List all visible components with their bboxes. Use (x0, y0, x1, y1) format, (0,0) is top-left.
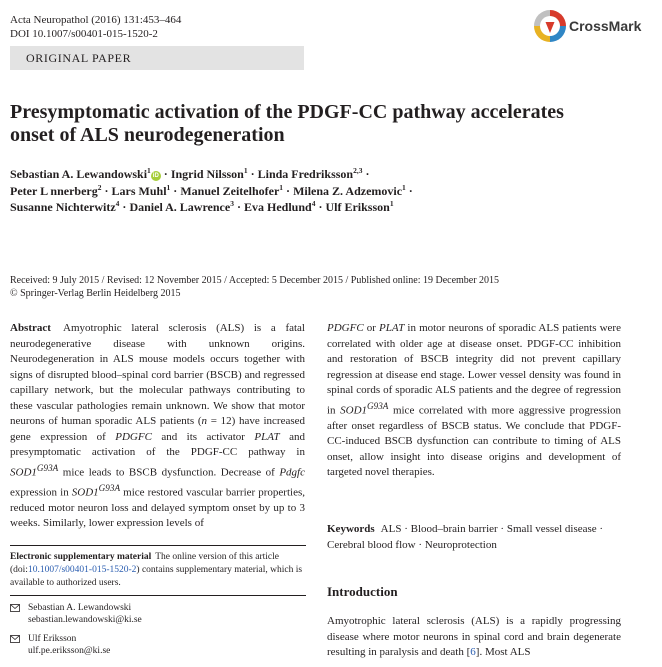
title-line-2: onset of ALS neurodegeneration (10, 124, 285, 146)
affiliation-mark: 3 (230, 199, 234, 208)
abstract-text: and presymptomatic activation of the PDGF-CC pathway in (10, 430, 305, 458)
abstract-text: PLAT (254, 430, 280, 443)
affiliation-mark: 1 (279, 182, 284, 192)
abstract-text: in motor neurons of sporadic ALS patients were correlated with older age at disease onset. PDGF-CC inhibition and restoration of BSCB integrity did not prevent capillary regression at disease end stage. Lower vessel density was found in spinal cords of sporadic ALS patients and the degree of regression in (327, 322, 621, 417)
affiliation-mark: 4 (311, 199, 316, 208)
abstract-text: G93A (36, 462, 59, 473)
contact-divider (10, 595, 306, 596)
author-separator: · (283, 183, 294, 198)
esm-heading: Electronic supplementary material (10, 552, 152, 562)
abstract-text: PDGFC (115, 430, 152, 443)
abstract-text: = 12) have increased gene expression of (10, 415, 305, 443)
keywords-text: ALS · Blood–brain barrier · Small vessel disease · Cerebral blood flow · Neuroprotection (327, 523, 604, 551)
abstract-text: PLAT (379, 322, 405, 334)
abstract-text: expression in (10, 486, 72, 499)
abstract-text: SOD1 (340, 404, 368, 417)
author-name[interactable]: Milena Z. Adzemovic (293, 183, 403, 198)
affiliation-mark: 2,3 (353, 166, 363, 175)
affiliation-mark: 1 (389, 199, 394, 208)
author-name[interactable]: Peter L nnerberg (10, 183, 98, 198)
abstract-text: or (363, 322, 380, 334)
author-separator: · (160, 167, 171, 181)
author-separator: · (119, 200, 130, 214)
affiliation-mark: 1 (147, 166, 151, 175)
abstract-text: SOD1 (71, 486, 99, 499)
esm-text: ) contains supplementary material, which is available to authorized users. (10, 565, 303, 588)
envelope-icon (10, 604, 20, 612)
crossmark-badge[interactable] (533, 9, 641, 43)
intro-text: ]. Most ALS (475, 646, 531, 658)
envelope-icon (10, 635, 20, 643)
contact-email[interactable]: sebastian.lewandowski@ki.se (28, 615, 142, 625)
author-separator: · (233, 200, 244, 214)
abstract-text: PDGFC (327, 322, 364, 334)
author-list (10, 166, 450, 216)
citation-link[interactable]: 6 (470, 646, 476, 658)
article-type-label: ORIGINAL PAPER (26, 51, 132, 65)
article-title (10, 101, 610, 147)
author-separator: · (405, 183, 413, 198)
keywords-heading: Keywords (327, 523, 375, 535)
introduction-heading: Introduction (327, 584, 398, 599)
abstract-text: and its activator (151, 430, 255, 443)
journal-info (10, 13, 181, 41)
affiliation-mark: 1 (166, 182, 171, 192)
intro-text: Amyotrophic lateral sclerosis (ALS) is a rapidly progressing disease where motor neurons in spinal cord and brain degenerate resulting in paralysis and death [ (327, 615, 621, 658)
abstract-text: SOD1 (10, 466, 37, 479)
author-separator: · (101, 183, 112, 198)
author-name[interactable]: Sebastian A. Lewandowski (10, 167, 148, 181)
history-dates: Received: 9 July 2015 / Revised: 12 November 2015 / Accepted: 5 December 2015 / Published online: 19 December 2015 (10, 275, 500, 286)
affiliation-mark: 1 (402, 182, 406, 192)
abstract-heading: Abstract (10, 322, 51, 334)
author-name[interactable]: Ulf Eriksson (325, 200, 390, 214)
esm-divider (10, 545, 306, 546)
affiliation-mark: 4 (115, 199, 120, 208)
author-separator: · (170, 183, 181, 198)
abstract-text: mice correlated with more aggressive progression after onset regardless of BSCB status. We conclude that PDGF-CC-induced BSCB dysfunction can contribute to timing of ALS onset, allow insight into disease origins and development of targeted novel therapies. (327, 404, 621, 479)
author-name[interactable]: Lars Muhl (111, 183, 167, 198)
contact-2 (10, 633, 110, 657)
author-separator: · (315, 200, 326, 214)
introduction-text (327, 614, 621, 661)
author-name[interactable]: Linda Fredriksson (257, 167, 354, 181)
esm-text: The online version of this article (doi: (10, 552, 279, 575)
abstract-text: mice restored vascular barrier properties, reduced motor neuron loss and delayed symptom onset by up to 3 weeks. Similarly, lower expression levels of (10, 486, 305, 530)
affiliation-mark: 2 (97, 182, 102, 192)
supplementary-note (10, 551, 305, 590)
author-separator: · (247, 167, 258, 181)
author-name[interactable]: Manuel Zeitelhofer (180, 183, 280, 198)
title-line-1: Presymptomatic activation of the PDGF-CC pathway accelerates (10, 101, 564, 123)
publication-dates (10, 274, 499, 300)
contact-name: Sebastian A. Lewandowski (28, 603, 132, 613)
crossmark-icon (533, 9, 567, 43)
section-band (10, 46, 304, 70)
copyright-line: © Springer-Verlag Berlin Heidelberg 2015 (10, 288, 181, 299)
abstract-text: G93A (367, 400, 389, 411)
abstract-text: Pdgfc (279, 466, 305, 479)
abstract-text: mice leads to BSCB dysfunction. Decrease of (58, 466, 280, 479)
abstract-right-column (327, 321, 621, 481)
author-separator: · (362, 167, 370, 181)
abstract-text: n (201, 415, 207, 427)
contact-1 (10, 602, 142, 626)
author-name[interactable]: Ingrid Nilsson (170, 167, 244, 181)
abstract-text: G93A (98, 482, 121, 493)
author-name[interactable]: Daniel A. Lawrence (129, 200, 231, 214)
doi-link[interactable]: 10.1007/s00401-015-1520-2 (27, 565, 137, 575)
keywords (327, 522, 621, 553)
affiliation-mark: 1 (243, 166, 248, 175)
crossmark-label: CrossMark (569, 18, 642, 34)
author-name[interactable]: Eva Hedlund (243, 200, 312, 214)
abstract-left-column (10, 321, 305, 532)
contact-name: Ulf Eriksson (28, 634, 77, 644)
journal-citation: Acta Neuropathol (2016) 131:453–464 (10, 14, 182, 26)
author-name[interactable]: Susanne Nichterwitz (10, 200, 116, 214)
abstract-text: Amyotrophic lateral sclerosis (ALS) is a fatal neurodegenerative disease with unknown origins. Neurodegeneration in ALS mouse models occurs together with signs of disrupted blood–spinal cord barrier (BSCB) and regressed capillary network, but the molecular pathways contributing to these vascular pathologies remain unknown. We show that motor neurons of human sporadic ALS patients ( (10, 322, 305, 427)
contact-email[interactable]: ulf.pe.eriksson@ki.se (28, 646, 111, 656)
orcid-icon[interactable]: iD (152, 173, 159, 179)
article-doi: DOI 10.1007/s00401-015-1520-2 (10, 28, 158, 40)
